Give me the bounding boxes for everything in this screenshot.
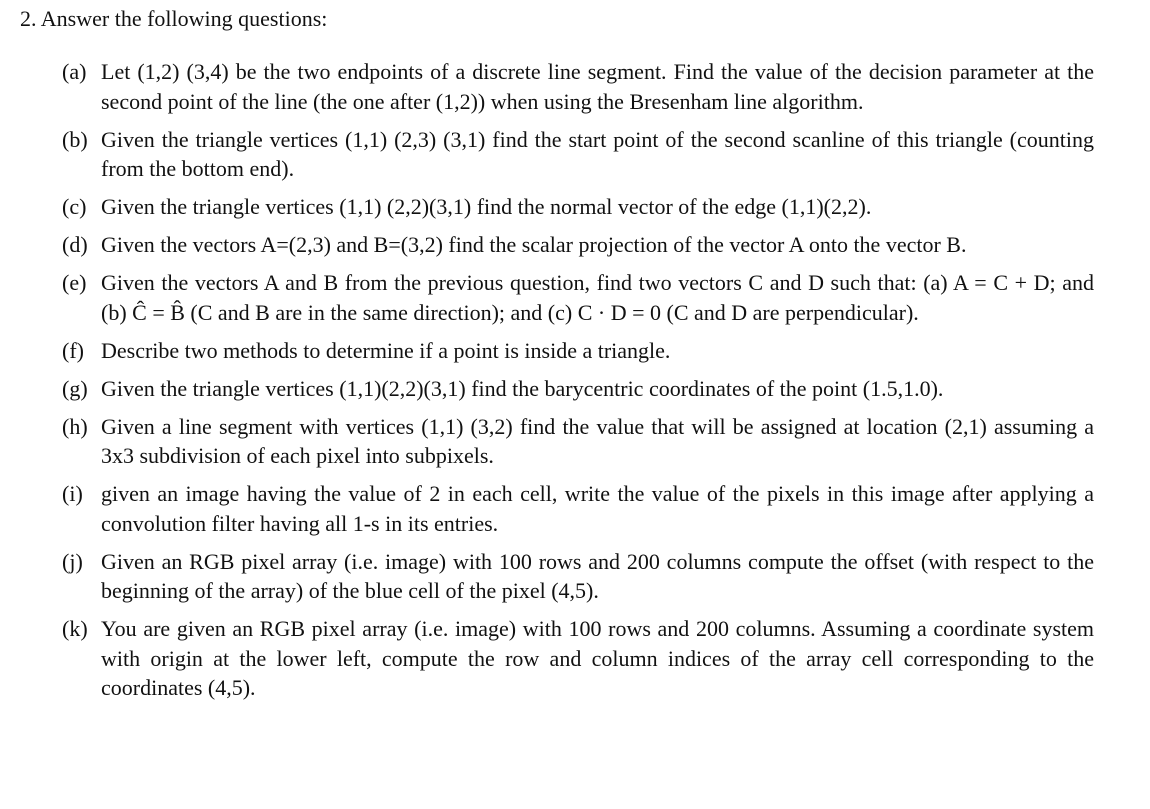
question-label: (e) [62,270,87,295]
question-label: (g) [62,375,88,401]
question-text: given an image having the value of 2 in each cell, write the value of the pixels in this image after applying a convolution filter having all 1-s in its entries. [101,481,1094,536]
question-label: (f) [62,337,84,363]
question-item [62,192,1094,222]
question-item [62,57,1094,116]
question-item [62,614,1094,703]
question-text: Given the triangle vertices (1,1)(2,2)(3,1) find the barycentric coordinates of the point (1.5,1.0). [101,375,944,401]
question-item [62,479,1094,538]
question-text: Given an RGB pixel array (i.e. image) with 100 rows and 200 columns compute the offset (with respect to the beginning of the array) of the blue cell of the pixel (4,5). [101,548,1094,603]
section-heading: 2. Answer the following questions: [20,6,328,31]
question-label: (k) [62,616,88,641]
question-label: (c) [62,194,87,219]
question-text: Let (1,2) (3,4) be the two endpoints of a discrete line segment. Find the value of the decision parameter at the second point of the line (the one after (1,2)) when using the Bresenham line algorithm. [101,59,1094,114]
question-item [62,412,1094,471]
question-item [62,268,1094,327]
question-text: Given the triangle vertices (1,1) (2,3) (3,1) find the start point of the second scanline of this triangle (counting from the bottom end). [101,126,1094,181]
question-label: (h) [62,413,88,439]
question-item [62,125,1094,184]
question-text: Given the triangle vertices (1,1) (2,2)(3,1) find the normal vector of the edge (1,1)(2,2). [101,194,872,219]
question-label: (i) [62,481,83,506]
question-text: Given the vectors A=(2,3) and B=(3,2) find the scalar projection of the vector A onto the vector B. [101,232,967,257]
question-label: (j) [62,548,83,574]
question-item [62,230,1094,260]
question-text: Given a line segment with vertices (1,1) (3,2) find the value that will be assigned at location (2,1) assuming a 3x3 subdivision of each pixel into subpixels. [101,413,1094,468]
question-text: Describe two methods to determine if a point is inside a triangle. [101,337,671,363]
question-item [62,374,1094,404]
question-label: (b) [62,126,88,152]
question-label: (d) [62,232,88,257]
question-text: Given the vectors A and B from the previous question, find two vectors C and D such that: (a) A = C + D; and (b) Ĉ = B̂ (C and B are in the same direction); and (c) C · D = 0 (C and D are perpendicular). [101,270,1094,325]
question-label: (a) [62,59,87,84]
question-text: You are given an RGB pixel array (i.e. image) with 100 rows and 200 columns. Assuming a coordinate system with origin at the lower left, compute the row and column indices of the array cell corresponding to the coordinates (4,5). [101,616,1094,700]
question-item [62,547,1094,606]
question-list [62,57,1094,711]
question-item [62,336,1094,366]
